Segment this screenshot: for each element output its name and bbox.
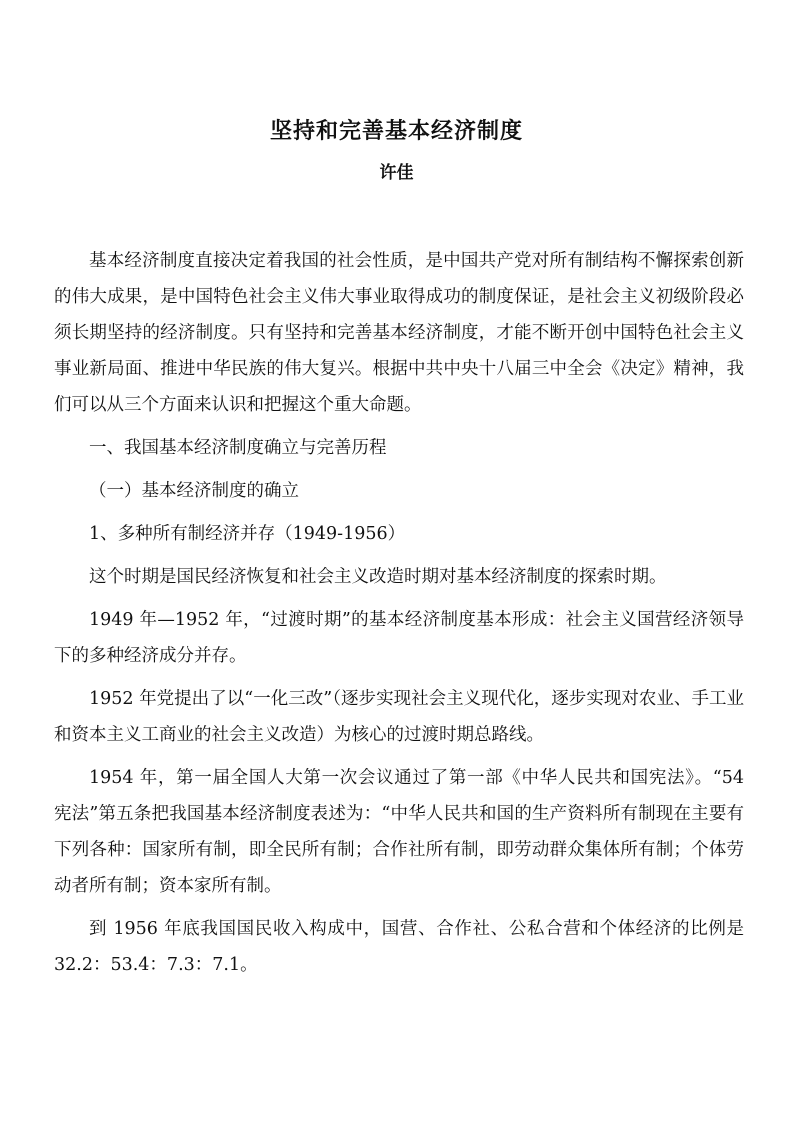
paragraph-period-overview: 这个时期是国民经济恢复和社会主义改造时期对基本经济制度的探索时期。 [89,567,667,587]
section-heading-1: 一、我国基本经济制度确立与完善历程 [89,438,387,458]
document-body [54,243,744,983]
paragraph-intro: 基本经济制度直接决定着我国的社会性质，是中国共产党对所有制结构不懈探索创新的伟大成果，是中国特色社会主义伟大事业取得成功的制度保证，是社会主义初级阶段必须长期坚持的经济制度。只有坚持和完善基本经济制度，才能不断开创中国特色社会主义事业新局面、推进中华民族的伟大复兴。根据中共中央十八届三中全会《决定》精神，我们可以从三个方面来认识和把握这个重大命题。 [54,251,744,415]
paragraph-1954: 1954 年，第一届全国人大第一次会议通过了第一部《中华人民共和国宪法》。“54 宪法”第五条把我国基本经济制度表述为：“中华人民共和国的生产资料所有制现在主要有下列各种：国家所有制，即全民所有制；合作社所有制，即劳动群众集体所有制；个体劳动者所有制；资本家所有制。 [54,768,744,896]
subsubsection-heading-1: 1、多种所有制经济并存（1949-1956） [89,524,406,544]
paragraph-1949-1952: 1949 年—1952 年，“过渡时期”的基本经济制度基本形成：社会主义国营经济领导下的多种经济成分并存。 [54,610,744,666]
paragraph-1956: 到 1956 年底我国国民收入构成中，国营、合作社、公私合营和个体经济的比例是 32.2：53.4：7.3：7.1。 [54,919,744,975]
document-author: 许佳 [379,163,414,183]
paragraph-1952: 1952 年党提出了以“一化三改”（逐步实现社会主义现代化，逐步实现对农业、手工业和资本主义工商业的社会主义改造）为核心的过渡时期总路线。 [54,689,744,745]
subsection-heading-1: （一）基本经济制度的确立 [89,481,299,501]
document-title: 坚持和完善基本经济制度 [269,118,523,144]
